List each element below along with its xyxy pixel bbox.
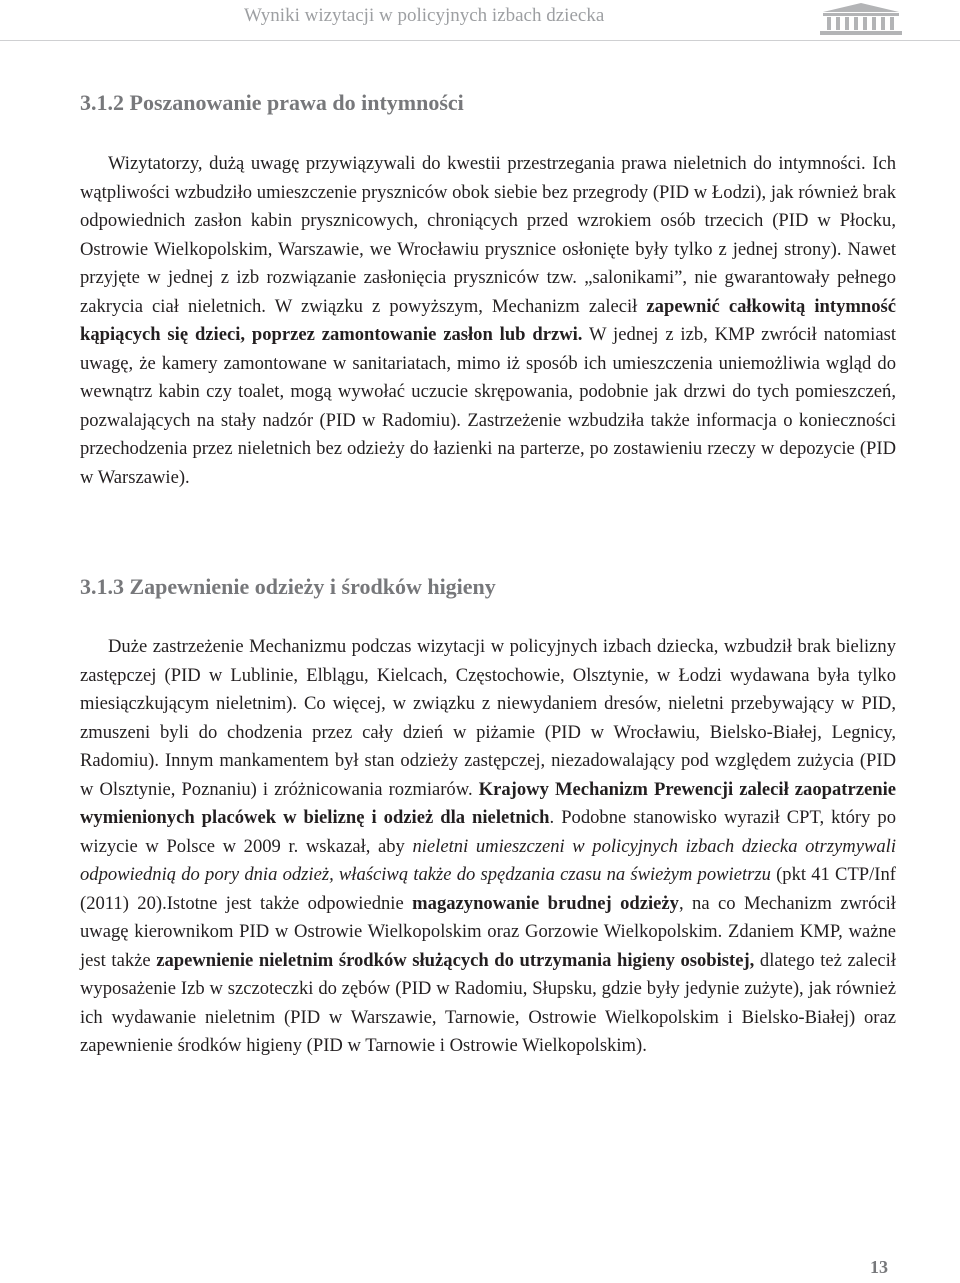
paragraph-clothing-hygiene: Duże zastrzeżenie Mechanizmu podczas wizytacji w policyjnych izbach dziecka, wzbudził brak bielizny zastępczej (PID w Lublinie, Elblągu, Kielcach, Częstochowie, Olsztynie, w Łodzi wydawana była tylko miesiączkującym nieletnim). Co więcej, w związku z niewydaniem dresów, nieletni przebywający w PID, zmuszeni byli do chodzenia przez cały dzień w piżamie (PID w Wrocławiu, Bielsko-Białej, Legnicy, Radomiu). Innym mankamentem był stan odzieży zastępczej, niezadowalający pod względem zużycia (PID w Olsztynie, Poznaniu) i zróżnicowania rozmiarów. Krajowy Mechanizm Prewencji zalecił zaopatrzenie wymienionych placówek w bieliznę i odzież dla nieletnich. Podobne stanowisko wyraził CPT, który po wizycie w Polsce w 2009 r. wskazał, aby nieletni umieszczeni w policyjnych izbach dziecka otrzymywali odpowiednią do pory dnia odzież, właściwą także do spędzania czasu na świeżym powietrzu (pkt 41 CTP/Inf (2011) 20).Istotne jest także odpowiednie magazynowanie brudnej odzieży, na co Mechanizm zwrócił uwagę kierownikom PID w Ostrowie Wielkopolskim oraz Gorzowie Wielkopolskim. Zdaniem KMP, ważne jest także zapewnienie nieletnim środków służących do utrzymania higieny osobistej, dlatego też zalecił wyposażenie Izb w szczoteczki do zębów (PID w Radomiu, Słupsku, gdzie były jedynie zużyte), jak również ich wydawanie nieletnim (PID w Warszawie, Tarnowie, Ostrowie Wielkopolskim i Bielsko-Białej) oraz zapewnienie środków higieny (PID w Tarnowie i Ostrowie Wielkopolskim). (80, 636, 897, 1056)
header-rule (0, 40, 960, 41)
paragraph-privacy: Wizytatorzy, dużą uwagę przywiązywali do kwestii przestrzegania prawa nieletnich do intymności. Ich wątpliwości wzbudziło umieszczenie pryszniców obok siebie bez przegrody (PID w Łodzi), jak również brak odpowiednich zasłon kabin prysznicowych, chroniących przed wzrokiem osób trzecich (PID w Płocku, Ostrowie Wielkopolskim, Warszawie, we Wrocławiu prysznice osłonięte były tylko z jednej strony). Nawet przyjęte w jednej z izb rozwiązanie zasłonięcia pryszniców tzw. „salonikami”, nie gwarantowały pełnego zakrycia ciał nieletnich. W związku z powyższym, Mechanizm zalecił zapewnić całkowitą intymność kąpiących się dzieci, poprzez zamontowanie zasłon lub drzwi. W jednej z izb, KMP zwrócił natomiast uwagę, że kamery zamontowane w sanitariatach, mimo iż sposób ich umieszczenia uniemożliwia wgląd do wewnątrz kabin czy toalet, mogą wywołać uczucie skrępowania, podobnie jak drzwi do tych pomieszczeń, pozwalających na stały nadzór (PID w Radomiu). Zastrzeżenie wzbudziła także informacja o konieczności przechodzenia przez nieletnich bez odzieży do łazienki na parterze, po zostawieniu rzeczy w depozycie (PID w Warszawie). (80, 153, 896, 488)
page-number: 13 (870, 1257, 888, 1277)
running-header (0, 0, 960, 40)
section-heading-3-1-3: 3.1.3 Zapewnienie odzieży i środków higieny (80, 574, 496, 599)
running-title: Wyniki wizytacji w policyjnych izbach dziecka (244, 5, 605, 26)
building-logo-icon (817, 2, 905, 36)
section-heading-3-1-2: 3.1.2 Poszanowanie prawa do intymności (80, 90, 464, 115)
